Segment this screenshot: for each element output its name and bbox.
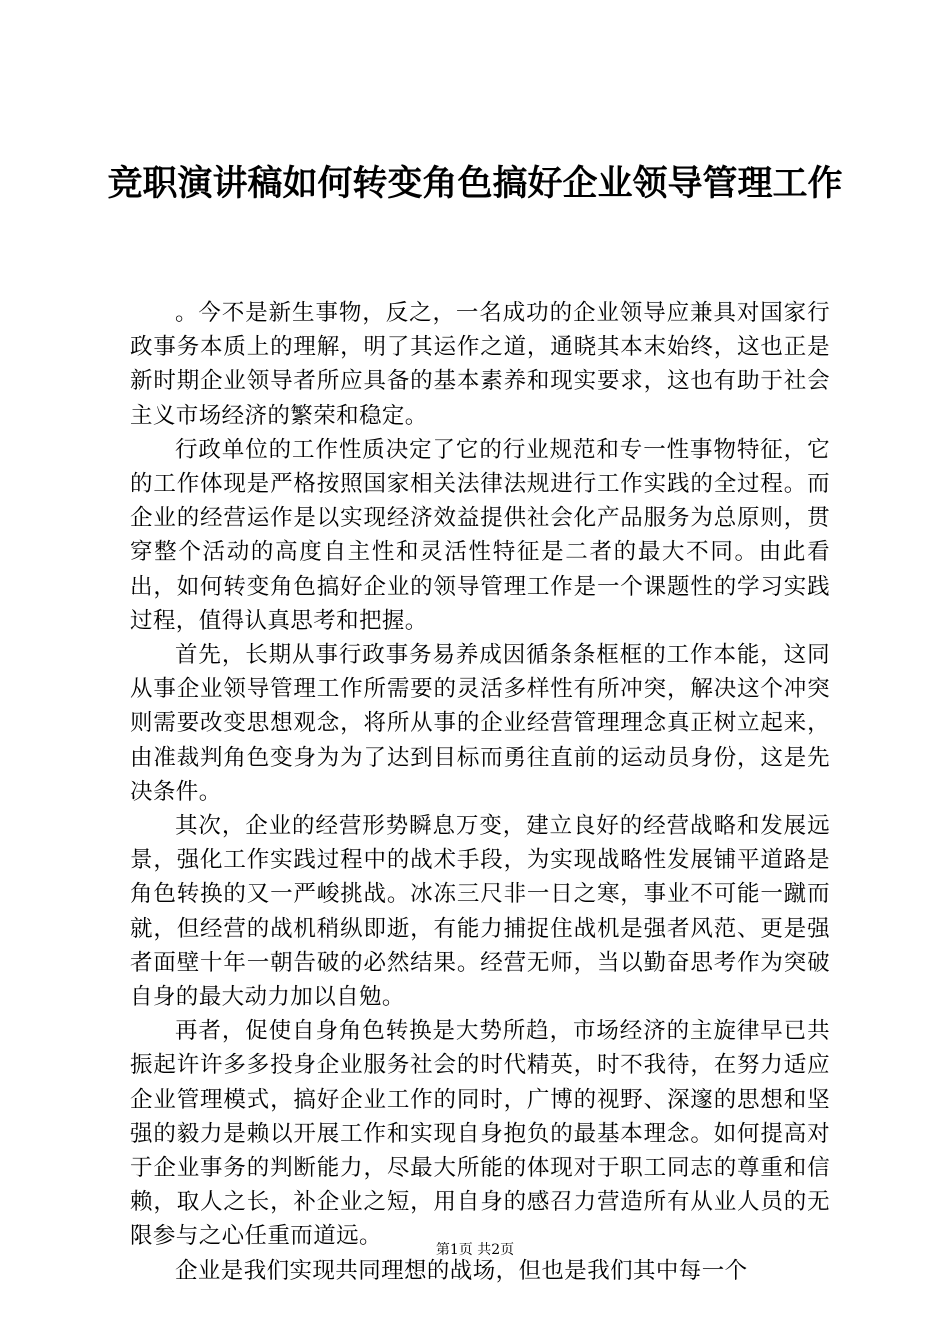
paragraph-6: 企业是我们实现共同理想的战场，但也是我们其中每一个: [175, 1257, 748, 1284]
paragraph-4: 其次，企业的经营形势瞬息万变，建立良好的经营战略和发展远景，强化工作实践过程中的战术手段，为实现战略性发展铺平道路是角色转换的又一严峻挑战。冰冻三尺非一日之寒，事业不可能一蹴而就，但经营的战机稍纵即逝，有能力捕捉住战机是强者风范、更是强者面壁十年一朝告破的必然结果。经营无师，当以勤奋思考作为突破自身的最大动力加以自勉。: [130, 813, 830, 1011]
document-title: 竞职演讲稿如何转变角色搞好企业领导管理工作: [107, 163, 843, 204]
paragraph-5: 再者，促使自身角色转换是大势所趋，市场经济的主旋律早已共振起许许多多投身企业服务社会的时代精英，时不我待，在努力适应企业管理模式，搞好企业工作的同时，广博的视野、深邃的思想和坚强的毅力是赖以开展工作和实现自身抱负的最基本理念。如何提高对于企业事务的判断能力，尽最大所能的体现对于职工同志的尊重和信赖，取人之长，补企业之短，用自身的感召力营造所有从业人员的无限参与之心任重而道远。: [130, 1018, 830, 1250]
paragraph-2: 行政单位的工作性质决定了它的行业规范和专一性事物特征，它的工作体现是严格按照国家相关法律法规进行工作实践的全过程。而企业的经营运作是以实现经济效益提供社会化产品服务为总原则，贯穿整个活动的高度自主性和灵活性特征是二者的最大不同。由此看出，如何转变角色搞好企业的领导管理工作是一个课题性的学习实践过程，值得认真思考和把握。: [130, 436, 830, 634]
paragraph-1: 。今不是新生事物，反之，一名成功的企业领导应兼具对国家行政事务本质上的理解，明了其运作之道，通晓其本末始终，这也正是新时期企业领导者所应具备的基本素养和现实要求，这也有助于社会主义市场经济的繁荣和稳定。: [130, 300, 830, 429]
document-body: [130, 296, 830, 1288]
paragraph-3: 首先，长期从事行政事务易养成因循条条框框的工作本能，这同从事企业领导管理工作所需要的灵活多样性有所冲突，解决这个冲突则需要改变思想观念，将所从事的企业经营管理理念真正树立起来，由准裁判角色变身为为了达到目标而勇往直前的运动员身份，这是先决条件。: [130, 642, 830, 805]
page-footer: 第1页 共2页: [435, 1242, 515, 1258]
